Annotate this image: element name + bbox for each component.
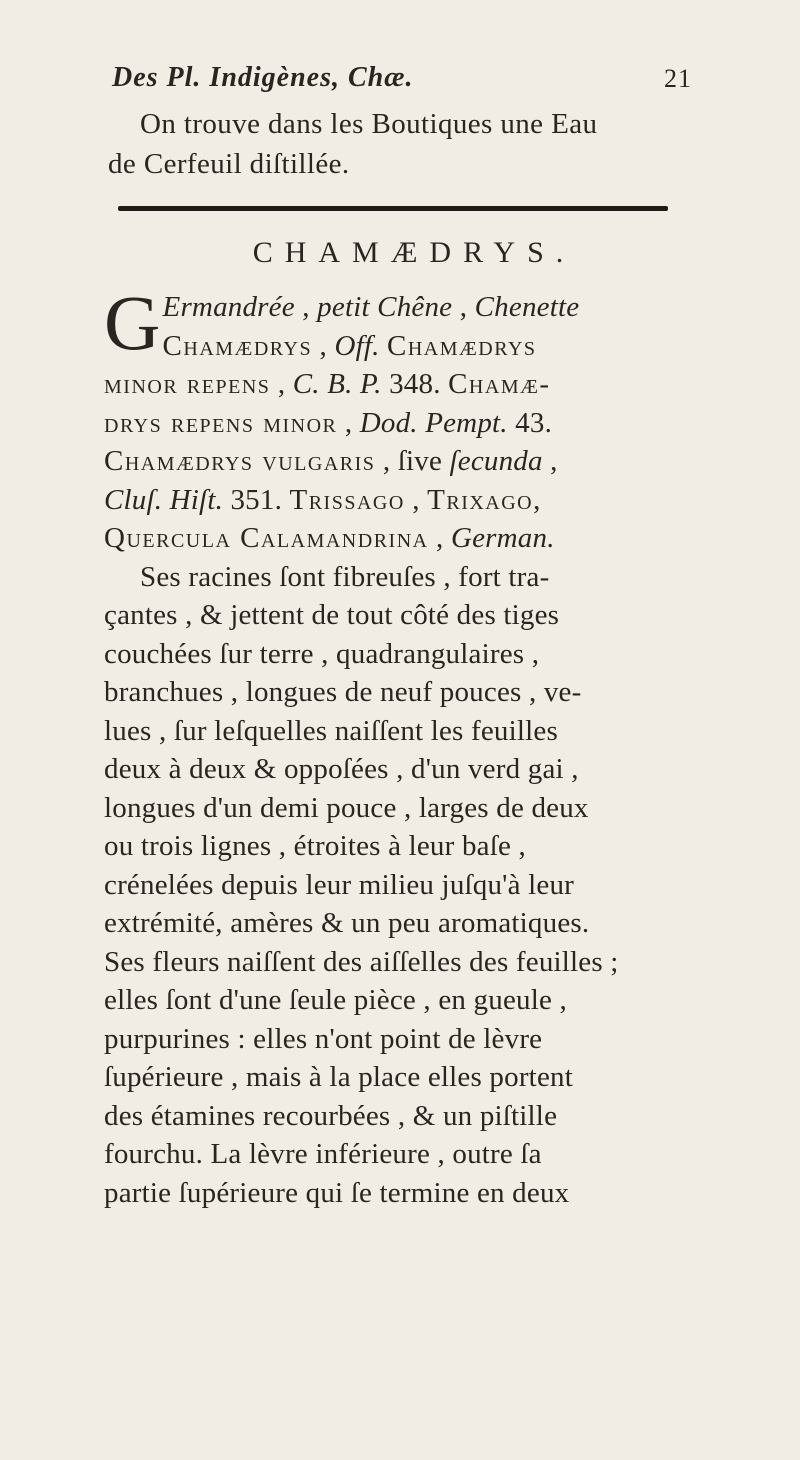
text-line [104, 673, 704, 712]
text-line [104, 442, 704, 481]
text-run: , [294, 291, 318, 323]
text-line [104, 866, 704, 905]
text-run: extrémité, amères & un peu aromatiques. [104, 907, 590, 939]
smallcaps-run: minor repens [104, 368, 271, 400]
text-line [104, 327, 704, 366]
smallcaps-run: Chamædrys vulgaris [104, 445, 376, 477]
italic-run: C. B. P. [292, 368, 382, 400]
italic-run: Off. [334, 329, 380, 362]
running-head-title: Des Pl. Indigènes, Chæ. [112, 62, 414, 93]
drop-cap: G [104, 279, 161, 366]
text-line [104, 827, 704, 866]
text-run [380, 330, 387, 362]
text-line [104, 943, 704, 982]
text-run: , [337, 406, 360, 439]
smallcaps-run: Chamæ- [448, 368, 551, 400]
text-run: branchues , longues de neuf pouces , ve- [104, 676, 582, 708]
text-run: ſupérieure , mais à la place elles portent [104, 1061, 573, 1093]
text-run: , [452, 291, 475, 323]
text-run: ou trois lignes , étroites à leur baſe , [104, 830, 526, 862]
text-line [104, 981, 704, 1020]
text-run: deux à deux & oppoſées , d'un verd gai , [104, 753, 579, 785]
intro-paragraph [108, 104, 698, 184]
text-line [104, 558, 704, 597]
section-divider [118, 206, 668, 211]
italic-run: Ermandrée [162, 291, 295, 323]
text-line [104, 1097, 704, 1136]
text-run: , [270, 368, 293, 400]
text-run: 43. [507, 406, 553, 439]
smallcaps-run: Chamædrys [387, 329, 537, 362]
smallcaps-run: drys repens minor [104, 406, 338, 439]
text-line [104, 481, 704, 520]
smallcaps-run: Chamædrys [162, 329, 313, 362]
text-run: , [404, 483, 428, 516]
text-run: , [542, 445, 558, 477]
section-title: CHAMÆDRYS. [252, 236, 576, 269]
text-run: çantes , & jettent de tout côté des tiges [104, 599, 560, 631]
italic-run: German. [450, 522, 555, 554]
text-run: partie ſupérieure qui ſe termine en deux [104, 1176, 570, 1209]
smallcaps-run: Trissago [289, 483, 405, 516]
text-run: , [428, 522, 451, 554]
italic-run: Dod. Pempt. [359, 406, 508, 439]
text-run: crénelées depuis leur milieu juſqu'à leur [104, 868, 575, 901]
text-run: des étamines recourbées , & un piſtille [104, 1099, 558, 1132]
smallcaps-run: Quercula Calamandrina [104, 522, 429, 554]
text-line [104, 750, 704, 789]
text-line [104, 904, 704, 943]
text-line [104, 596, 704, 635]
text-line [104, 288, 704, 327]
text-line [104, 1058, 704, 1097]
text-line [104, 1174, 704, 1213]
text-line [104, 789, 704, 828]
text-run: , [312, 329, 335, 362]
text-run: 351. [223, 483, 290, 516]
text-line [104, 1135, 704, 1174]
text-run: Ses racines ſont fibreuſes , fort tra- [140, 560, 550, 593]
italic-run: petit Chêne [317, 291, 453, 323]
italic-run: Chenette [474, 291, 580, 323]
text-run: couchées ſur terre , quadrangulaires , [104, 637, 540, 670]
entry-text [104, 279, 704, 1212]
text-line [104, 1020, 704, 1059]
text-run: 348. [381, 368, 449, 400]
text-run: elles ſont d'une ſeule pièce , en gueule , [104, 984, 567, 1016]
italic-run: Cluſ. Hiſt. [104, 483, 224, 516]
running-head [112, 62, 692, 94]
italic-run: ſecunda [449, 445, 543, 477]
text-line [104, 712, 704, 751]
text-line [104, 365, 704, 404]
text-line [104, 404, 704, 443]
page-number: 21 [664, 64, 692, 93]
text-run: Ses fleurs naiſſent des aiſſelles des feuilles ; [104, 945, 619, 978]
text-run: fourchu. La lèvre inférieure , outre ſa [104, 1138, 542, 1170]
text-run: lues , ſur leſquelles naiſſent les feuilles [104, 714, 558, 747]
smallcaps-run: Trixago, [427, 483, 542, 516]
text-line [104, 519, 704, 558]
intro-line: On trouve dans les Boutiques une Eau [140, 108, 598, 140]
text-run: , ſive [375, 445, 450, 477]
text-line [104, 635, 704, 674]
text-run: purpurines : elles n'ont point de lèvre [104, 1022, 543, 1055]
intro-line: de Cerfeuil diſtillée. [108, 148, 350, 180]
text-run: longues d'un demi pouce , larges de deux [104, 791, 589, 824]
